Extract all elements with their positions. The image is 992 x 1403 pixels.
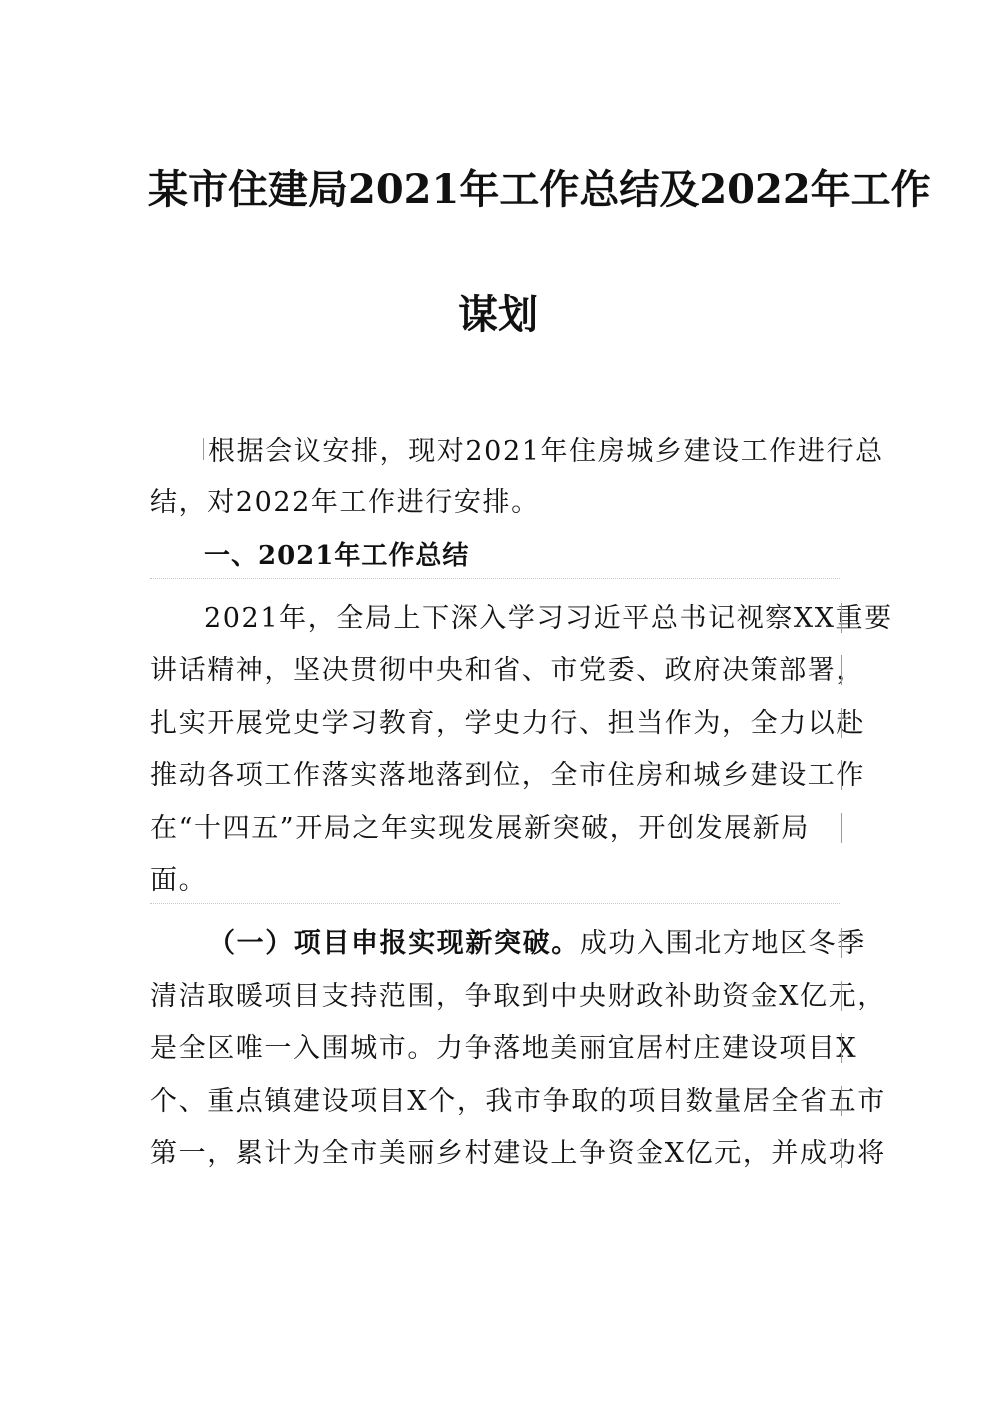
paragraph-line-2: 讲话精神，坚决贯彻中央和省、市党委、政府决策部署， [150,655,865,686]
line-end-mark [841,760,842,790]
subsection-line-1-text: 成功入围北方地区冬季 [579,928,866,959]
section-heading: 一、2021年工作总结 [204,541,470,571]
line-end-mark [841,981,842,1011]
line-end-mark [841,655,842,685]
subsection-line-2: 清洁取暖项目支持范围，争取到中央财政补助资金X亿元， [150,981,886,1012]
subsection-line-1 [208,928,866,960]
document-title-line-2: 谋划 [458,291,538,338]
line-end-mark [841,1033,842,1063]
paragraph-line-3: 扎实开展党史学习教育，学史力行、担当作为，全力以赴 [150,708,865,739]
line-end-mark [841,928,842,958]
paragraph-separator [150,903,840,904]
line-end-mark [841,1086,842,1116]
line-end-mark [841,603,842,633]
subsection-heading: （一）项目申报实现新突破。 [208,928,580,959]
paragraph-line-5: 在“十四五”开局之年实现发展新突破，开创发展新局 [150,813,811,844]
line-end-mark [841,1138,842,1168]
intro-line-2: 结，对2022年工作进行安排。 [150,487,540,518]
subsection-line-5: 第一，累计为全市美丽乡村建设上争资金X亿元，并成功将 [150,1138,886,1169]
document-title-line-1: 某市住建局2021年工作总结及2022年工作 [148,166,931,213]
line-end-mark [841,708,842,738]
text-cursor-mark [203,438,204,460]
subsection-line-4: 个、重点镇建设项目X个，我市争取的项目数量居全省五市 [150,1086,886,1117]
paragraph-line-1: 2021年，全局上下深入学习习近平总书记视察XX重要 [204,603,893,634]
subsection-line-3: 是全区唯一入围城市。力争落地美丽宜居村庄建设项目X [150,1033,858,1064]
paragraph-line-6: 面。 [150,865,208,896]
line-end-mark [841,813,842,843]
intro-line-1: 根据会议安排，现对2021年住房城乡建设工作进行总 [208,436,884,467]
paragraph-line-4: 推动各项工作落实落地落到位，全市住房和城乡建设工作 [150,760,865,791]
section-separator [150,578,840,579]
